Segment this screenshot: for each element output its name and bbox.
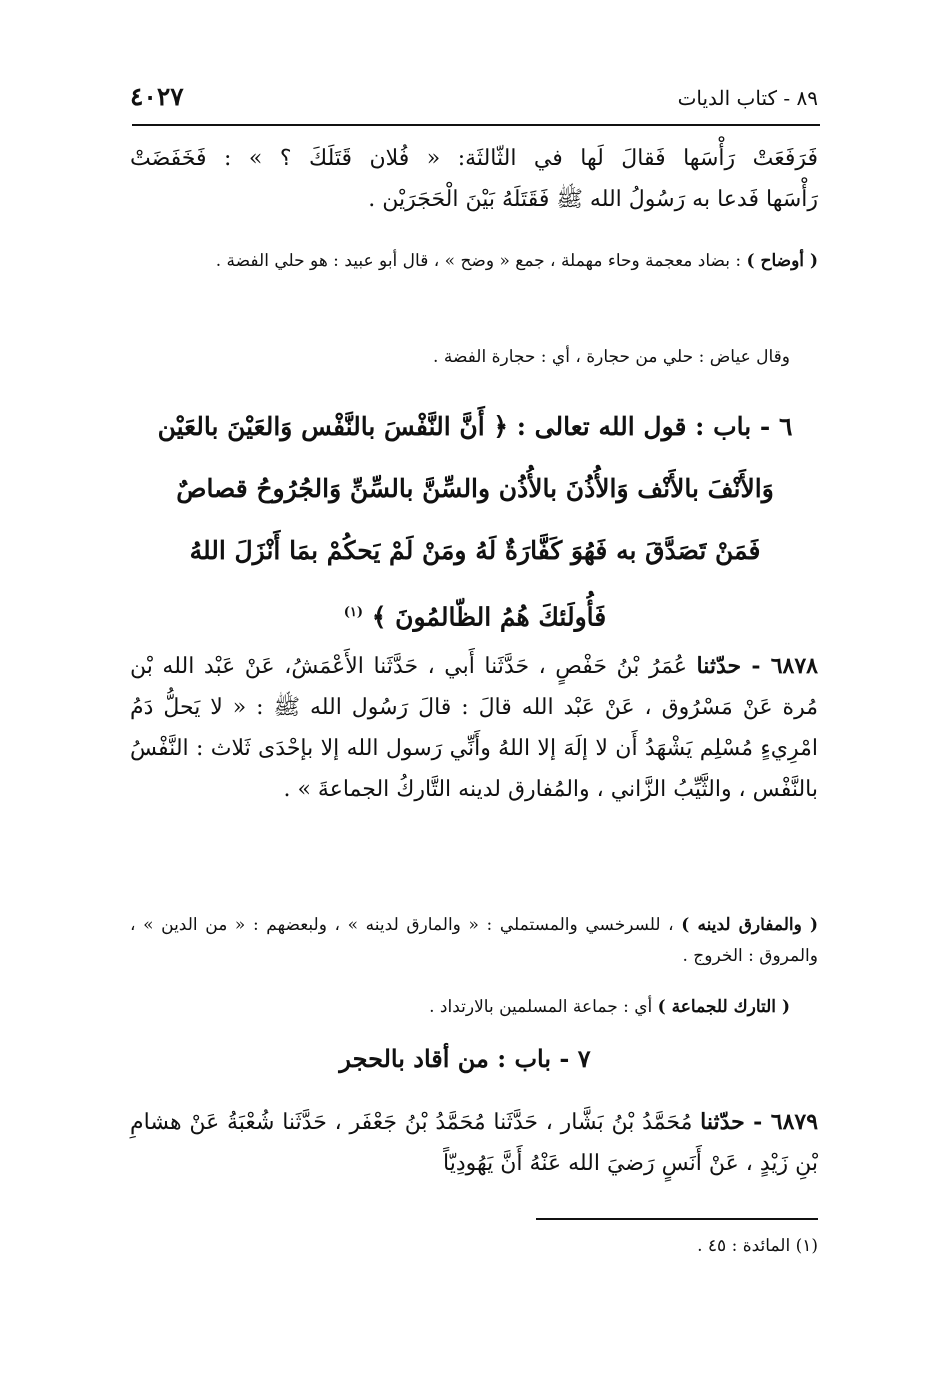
chapter-heading-line-1: ٦ - باب : قول الله تعالى : ﴿ أَنَّ النَّفْسَ بالنَّفْس وَالعَيْنَ بالعَيْن (157, 412, 793, 441)
chapter-heading-line-2: وَالأَنْفَ بالأَنْف وَالأُذُنَ بالأُذُن والسِّنَّ بالسِّنِّ وَالجُرُوحُ قصاصٌ (176, 474, 774, 503)
hadith-text: عُمَرُ بْنُ حَفْصٍ ، حَدَّثَنا أَبي ، حَدَّثَنا الأَعْمَشُ، عَنْ عَبْد الله بْن مُرة عَنْ مَسْرُوق ، عَنْ عَبْد الله قالَ : قالَ رَسُول الله ﷺ : « لا يَحلُّ دَمُ امْرِيءٍ مُسْلِم يَشْهَدُ أَن لا إلَهَ إلا اللهُ وأَنِّي رَسول الله إلا بإحْدَى ثَلاث : النَّفْسُ بالنَّفْس ، والثَّيِّبُ الزَّاني ، والمُفارق لدينه التَّاركُ الجماعةَ » . (130, 654, 818, 802)
chapter-heading-7: ٧ - باب : من أقاد بالحجر (339, 1044, 591, 1073)
paragraph-continuation (130, 138, 818, 220)
explanatory-note-iyad (130, 342, 790, 373)
note-text: أي : جماعة المسلمين بالارتداد . (429, 997, 658, 1017)
header-rule (132, 124, 820, 126)
hadith-6879 (130, 1102, 818, 1184)
paragraph-line-1: فَرَفَعَتْ رَأْسَها فَقالَ لَها في الثّالثَة: « فُلان قَتَلَكَ ؟ » : فَخَفَضَتْ (130, 146, 818, 171)
explanatory-note-awdah (130, 246, 818, 277)
note-text: : بضاد معجمة وحاء مهملة ، جمع « وضح » ، قال أبو عبيد : هو حلي الفضة . (215, 251, 747, 271)
chapter-heading-line-3: فَمَنْ تَصَدَّقَ به فَهُوَ كَفَّارَةٌ لَهُ ومَنْ لَمْ يَحكُمْ بمَا أَنْزَلَ اللهُ (189, 536, 761, 565)
explanatory-note-mufariq (130, 910, 818, 972)
explanatory-note-tarik (130, 992, 790, 1023)
footnote-marker: (١) (343, 605, 364, 620)
running-header-title: ٨٩ - كتاب الديات (677, 86, 818, 110)
hadith-text: مُحَمَّدُ بْنُ بَشَّار ، حَدَّثَنا مُحَمَّدُ بْنُ جَعْفَر ، حَدَّثَنا شُعْبَةُ عَنْ هشامِ بْنِ زَيْدٍ ، عَنْ أَنَسٍ رَضيَ الله عَنْهُ أَنَّ يَهُودِيّاً (130, 1110, 818, 1176)
chapter-heading-line-4 (150, 582, 800, 648)
hadith-number: ٦٨٧٩ - حدّثنا (700, 1109, 819, 1135)
chapter-heading-6 (150, 396, 800, 648)
note-term: ( التارك للجماعة ) (657, 997, 790, 1017)
note-text: ، للسرخسي والمستملي : « والمارق لدينه » ، ولبعضهم : « من الدين » ، والمروق : الخروج . (130, 915, 818, 966)
page-number: ٤٠٢٧ (130, 82, 184, 111)
paragraph-line-2: رَأْسَها فَدعا به رَسُولُ الله ﷺ فَقَتَلَهُ بَيْنَ الْحَجَرَيْن . (368, 187, 818, 212)
footnote-rule (536, 1218, 818, 1220)
note-term: ( أوضاح ) (746, 251, 818, 271)
footnote: (١) المائدة : ٤٥ . (697, 1236, 818, 1256)
note-term: ( والمفارق لدينه ) (681, 915, 818, 935)
hadith-6878 (130, 646, 818, 810)
note-text: وقال عياض : حلي من حجارة ، أي : حجارة الفضة . (433, 347, 790, 367)
hadith-number: ٦٨٧٨ - حدّثنا (696, 653, 818, 679)
chapter-heading-line-4-text: فَأُولَئكَ هُمُ الظّالمُونَ ﴾ (371, 602, 607, 632)
